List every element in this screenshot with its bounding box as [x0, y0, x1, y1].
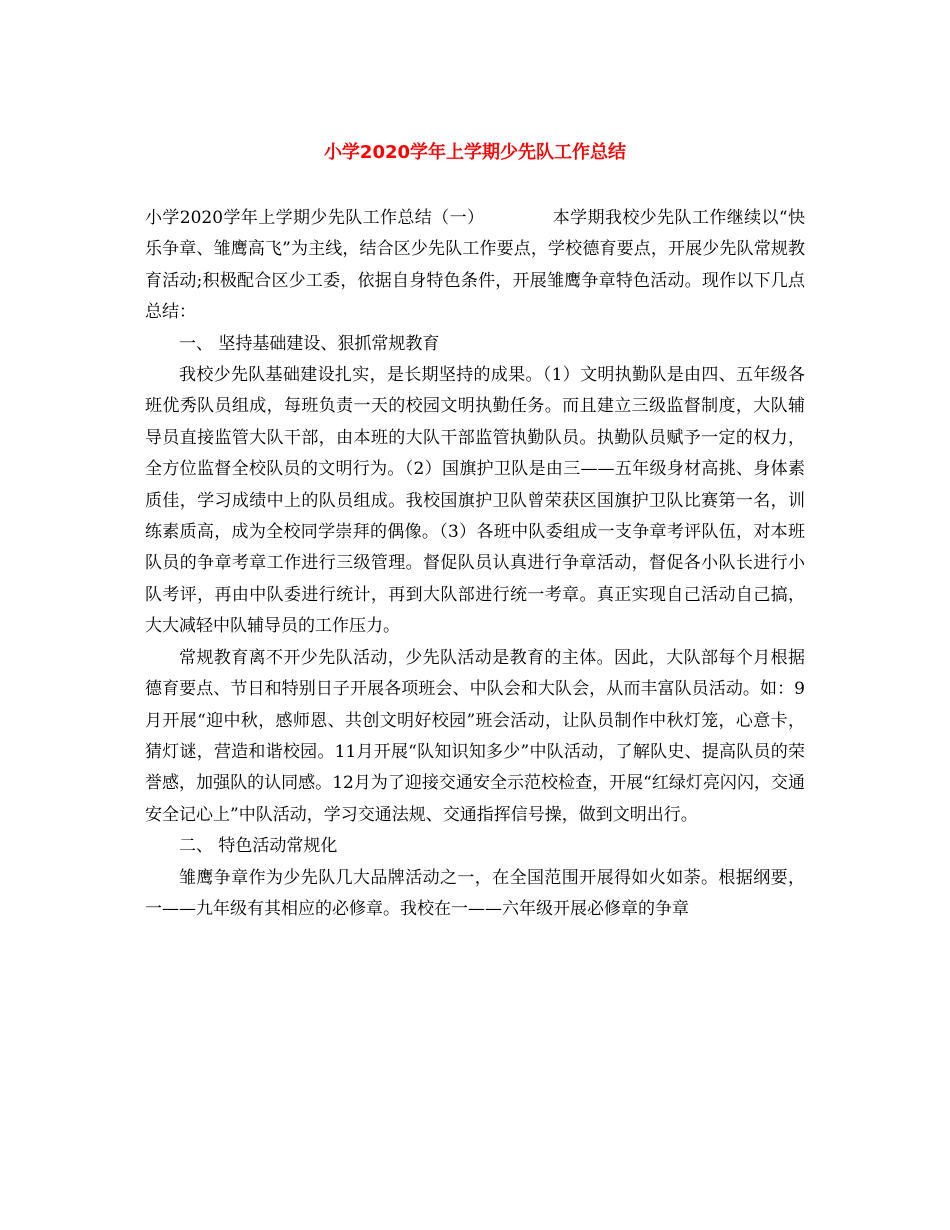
intro-text: 本学期我校少先队工作继续以“快乐争章、雏鹰高飞”为主线，结合区少先队工作要点，学校德育要点，开展少先队常规教育活动;积极配合区少工委，依据自身特色条件，开展雏鹰争章特色活动。现作以下几点总结：	[145, 208, 805, 323]
section-heading-2: 二、 特色活动常规化	[179, 836, 338, 857]
intro-paragraph	[145, 203, 805, 329]
paragraph-2: 常规教育离不开少先队活动，少先队活动是教育的主体。因此，大队部每个月根据德育要点、节日和特别日子开展各项班会、中队会和大队会，从而丰富队员活动。如：9月开展“迎中秋，感师恩、共创文明好校园”班会活动，让队员制作中秋灯笼，心意卡，猜灯谜，营造和谐校园。11月开展“队知识知多少”中队活动，了解队史、提高队员的荣誉感，加强队的认同感。12月为了迎接交通安全示范校检查，开展“红绿灯亮闪闪，交通安全记心上”中队活动，学习交通法规、交通指挥信号操，做到文明出行。	[145, 647, 805, 825]
intro-heading: 小学2020学年上学期少先队工作总结（一）	[145, 208, 485, 228]
paragraph-3: 雏鹰争章作为少先队几大品牌活动之一，在全国范围开展得如火如荼。根据纲要，一——九年级有其相应的必修章。我校在一——六年级开展必修章的争章	[145, 867, 805, 919]
section-heading-1: 一、 坚持基础建设、狠抓常规教育	[179, 333, 440, 354]
document-title: 小学2020学年上学期少先队工作总结	[323, 142, 627, 163]
paragraph-1: 我校少先队基础建设扎实，是长期坚持的成果。（1）文明执勤队是由四、五年级各班优秀队员组成，每班负责一天的校园文明执勤任务。而且建立三级监督制度，大队辅导员直接监管大队干部，由本班的大队干部监管执勤队员。执勤队员赋予一定的权力，全方位监督全校队员的文明行为。（2）国旗护卫队是由三——五年级身材高挑、身体素质佳，学习成绩中上的队员组成。我校国旗护卫队曾荣获区国旗护卫队比赛第一名，训练素质高，成为全校同学崇拜的偶像。（3）各班中队委组成一支争章考评队伍，对本班队员的争章考章工作进行三级管理。督促队员认真进行争章活动，督促各小队长进行小队考评，再由中队委进行统计，再到大队部进行统一考章。真正实现自己活动自己搞，大大减轻中队辅导员的工作压力。	[145, 365, 805, 637]
document-body	[145, 203, 805, 925]
